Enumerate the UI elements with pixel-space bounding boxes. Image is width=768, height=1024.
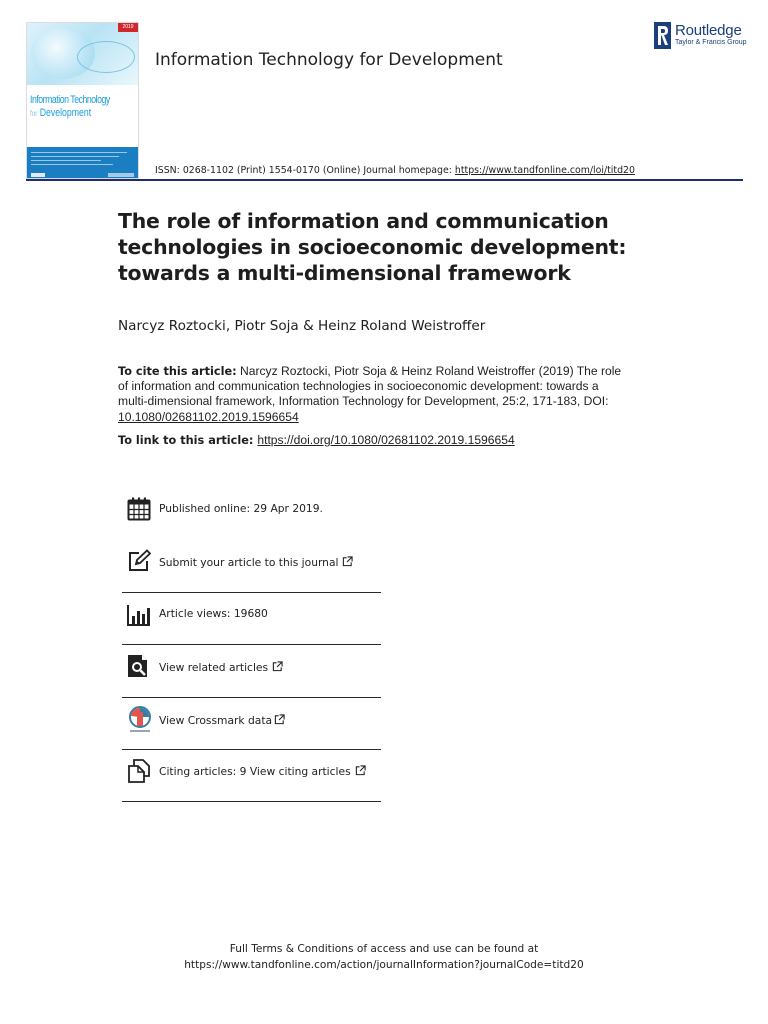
info-row-published	[122, 488, 381, 540]
article-title: The role of information and communication technologies in socioeconomic development: towards a multi-dimensional framework	[118, 209, 627, 285]
external-link-icon	[272, 661, 283, 672]
cover-year-badge: 2019	[118, 23, 138, 32]
related-articles-icon	[127, 654, 151, 678]
submit-article-link[interactable]	[159, 556, 353, 569]
published-date: Published online: 29 Apr 2019.	[159, 502, 323, 515]
cite-doi-link[interactable]: 10.1080/02681102.2019.1596654	[118, 409, 299, 424]
info-row-related[interactable]	[122, 645, 381, 697]
terms-text: Full Terms & Conditions of access and use can be found at	[229, 943, 539, 955]
crossmark-icon	[127, 706, 153, 734]
issn-text: ISSN: 0268-1102 (Print) 1554-0170 (Online) Journal homepage:	[155, 165, 455, 176]
article-info-list	[122, 488, 381, 802]
related-articles-label: View related articles	[159, 661, 269, 675]
view-citing-articles-link[interactable]	[159, 765, 366, 778]
cover-title-line2	[30, 107, 91, 119]
header-divider	[26, 179, 743, 181]
issn-line	[155, 165, 635, 176]
publisher-subtitle: Taylor & Francis Group	[675, 39, 747, 46]
article-authors: Narcyz Roztocki, Piotr Soja & Heinz Roland Weistroffer	[118, 318, 486, 334]
publisher-name: Routledge	[675, 22, 742, 39]
citation-block	[118, 364, 623, 425]
calendar-icon	[127, 497, 151, 521]
info-row-citing[interactable]	[122, 750, 381, 802]
external-link-icon	[342, 556, 353, 567]
info-row-crossmark[interactable]	[122, 698, 381, 750]
info-row-submit[interactable]	[122, 540, 381, 592]
edit-icon	[127, 549, 151, 573]
cover-title-line1: Information Technology	[30, 94, 110, 106]
routledge-r-icon	[654, 22, 671, 49]
info-row-views	[122, 593, 381, 645]
bar-chart-icon	[127, 603, 151, 627]
doi-link[interactable]: https://doi.org/10.1080/02681102.2019.1596654	[257, 433, 515, 447]
citing-articles-icon	[127, 759, 151, 783]
cite-text: Narcyz Roztocki, Piotr Soja & Heinz Roland Weistroffer (2019) The role of information and communication technologies in socioeconomic development: towards a multi-dimensional framework, Information Technology for Development, 25:2, 171-183, DOI:	[118, 364, 622, 409]
terms-url[interactable]: https://www.tandfonline.com/action/journalInformation?journalCode=titd20	[184, 958, 584, 971]
journal-title: Information Technology for Development	[155, 50, 503, 70]
view-crossmark-link[interactable]	[159, 714, 285, 727]
view-related-articles-link[interactable]	[159, 661, 283, 674]
link-label: To link to this article:	[118, 434, 258, 447]
external-link-icon	[355, 765, 366, 776]
publisher-logo[interactable]	[654, 22, 747, 50]
crossmark-label: View Crossmark data	[159, 713, 273, 727]
cite-label: To cite this article:	[118, 365, 237, 378]
cover-title-development: Development	[39, 107, 92, 119]
cover-artwork	[27, 23, 138, 85]
article-link-block	[118, 433, 515, 447]
cover-title-for: for	[30, 109, 38, 118]
terms-footer	[0, 942, 768, 973]
journal-cover-image	[26, 22, 139, 179]
submit-article-label: Submit your article to this journal	[159, 556, 339, 570]
cover-band	[27, 147, 138, 179]
journal-homepage-link[interactable]: https://www.tandfonline.com/loi/titd20	[454, 165, 635, 176]
article-views: Article views: 19680	[159, 606, 268, 620]
external-link-icon	[274, 714, 285, 725]
citing-articles-label: Citing articles: 9 View citing articles	[159, 764, 351, 778]
